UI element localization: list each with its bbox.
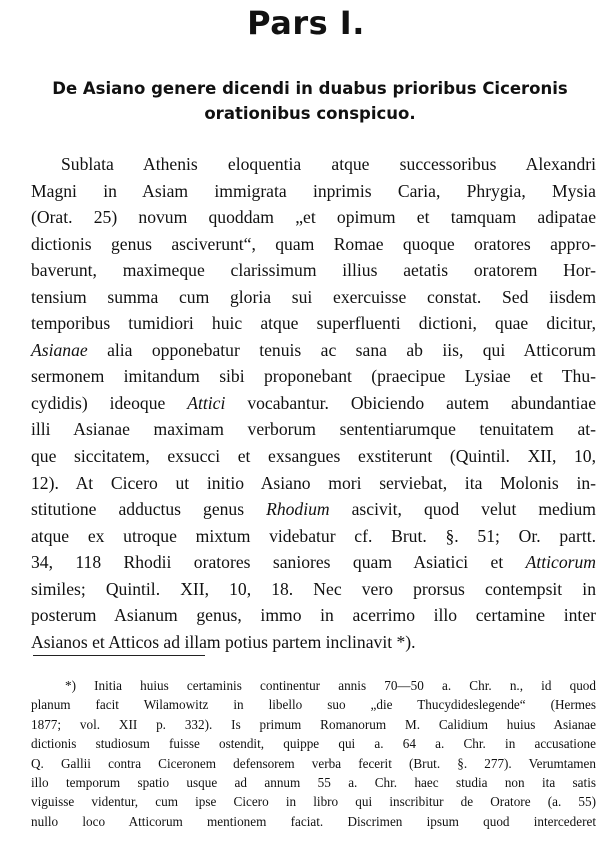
body-line: 34, 118 Rhodii oratores saniores quam Asiatici et Atticorum (31, 552, 596, 573)
chapter-subtitle (40, 76, 580, 126)
body-line: Sublata Athenis eloquentia atque successoribus Alexandri (61, 154, 596, 174)
italic-term: Rhodium (266, 499, 330, 520)
subtitle-line: orationibus conspicuo. (204, 104, 416, 123)
footnote-line: Q. Gallii contra Ciceronem defensorem verba fecerit (Brut. §. 277). Verumtamen (31, 755, 596, 771)
footnote-line: planum facit Wilamowitz in libello suo „die Thucydideslegende“ (Hermes (31, 697, 596, 713)
part-title: Pars I. (247, 4, 365, 42)
footnote-line: illo temporum spatio usque ad annum 55 a. Chr. haec studia non ita satis (31, 774, 596, 790)
body-paragraph (31, 151, 596, 655)
body-line: 12). At Cicero ut initio Asiano mori serviebat, ita Molonis in- (31, 472, 596, 493)
italic-term: Asianae (31, 339, 88, 360)
body-line: Magni in Asiam immigrata inprimis Caria, Phrygia, Mysia (31, 180, 596, 201)
body-line: baverunt, maximeque clarissimum illius aetatis oratorem Hor- (31, 260, 596, 281)
italic-term: Atticorum (525, 552, 596, 573)
body-line: illi Asianae maximam verborum sententiarumque tenuitatem at- (31, 419, 596, 440)
body-line: stitutione adductus genus Rhodium ascivit, quod velut medium (31, 499, 596, 520)
body-line: temporibus tumidiori huic atque superfluenti dictioni, quae dicitur, (31, 313, 596, 334)
body-line: que siccitatem, exsucci et exsangues exstiterunt (Quintil. XII, 10, (31, 446, 596, 467)
body-line: dictionis genus asciverunt“, quam Romae quoque oratores appro- (31, 233, 596, 254)
body-line: similes; Quintil. XII, 10, 18. Nec vero prorsus contempsit in (31, 578, 596, 599)
body-line: sermonem imitandum sibi proponebant (praecipue Lysiae et Thu- (31, 366, 596, 387)
italic-term: Attici (187, 392, 226, 413)
footnote-line: 1877; vol. XII p. 332). Is primum Romanorum M. Calidium huius Asianae (31, 716, 596, 732)
body-line: (Orat. 25) novum quoddam „et opimum et tamquam adipatae (31, 207, 596, 228)
body-line: tensium summa cum gloria sui exercuisse constat. Sed iisdem (31, 286, 596, 307)
body-line: atque ex utroque mixtum videbatur cf. Brut. §. 51; Or. partt. (31, 525, 596, 546)
footnote-separator (33, 655, 205, 656)
footnote-line: nullo loco Atticorum mentionem faciat. Discrimen ipsum quod intercederet (31, 813, 596, 829)
body-line: Asianae alia opponebatur tenuis ac sana ab iis, qui Atticorum (31, 339, 596, 360)
footnote (31, 676, 596, 831)
footnote-line: dictionis studiosum fuisse ostendit, quippe qui a. 64 a. Chr. in accusatione (31, 736, 596, 752)
body-line: cydidis) ideoque Attici vocabantur. Obiciendo autem abundantiae (31, 392, 597, 413)
subtitle-line: De Asiano genere dicendi in duabus prioribus Ciceronis (52, 79, 568, 98)
footnote-line: viguisse videntur, cum ipse Cicero in libro qui inscribitur de Oratore (a. 55) (31, 794, 596, 810)
footnote-line: *) Initia huius certaminis continentur annis 70—50 a. Chr. n., id quod (65, 678, 596, 693)
body-line: posterum Asianum genus, immo in acerrimo illo certamine inter (31, 605, 596, 626)
body-line: Asianos et Atticos ad illam potius partem inclinavit *). (31, 631, 416, 652)
